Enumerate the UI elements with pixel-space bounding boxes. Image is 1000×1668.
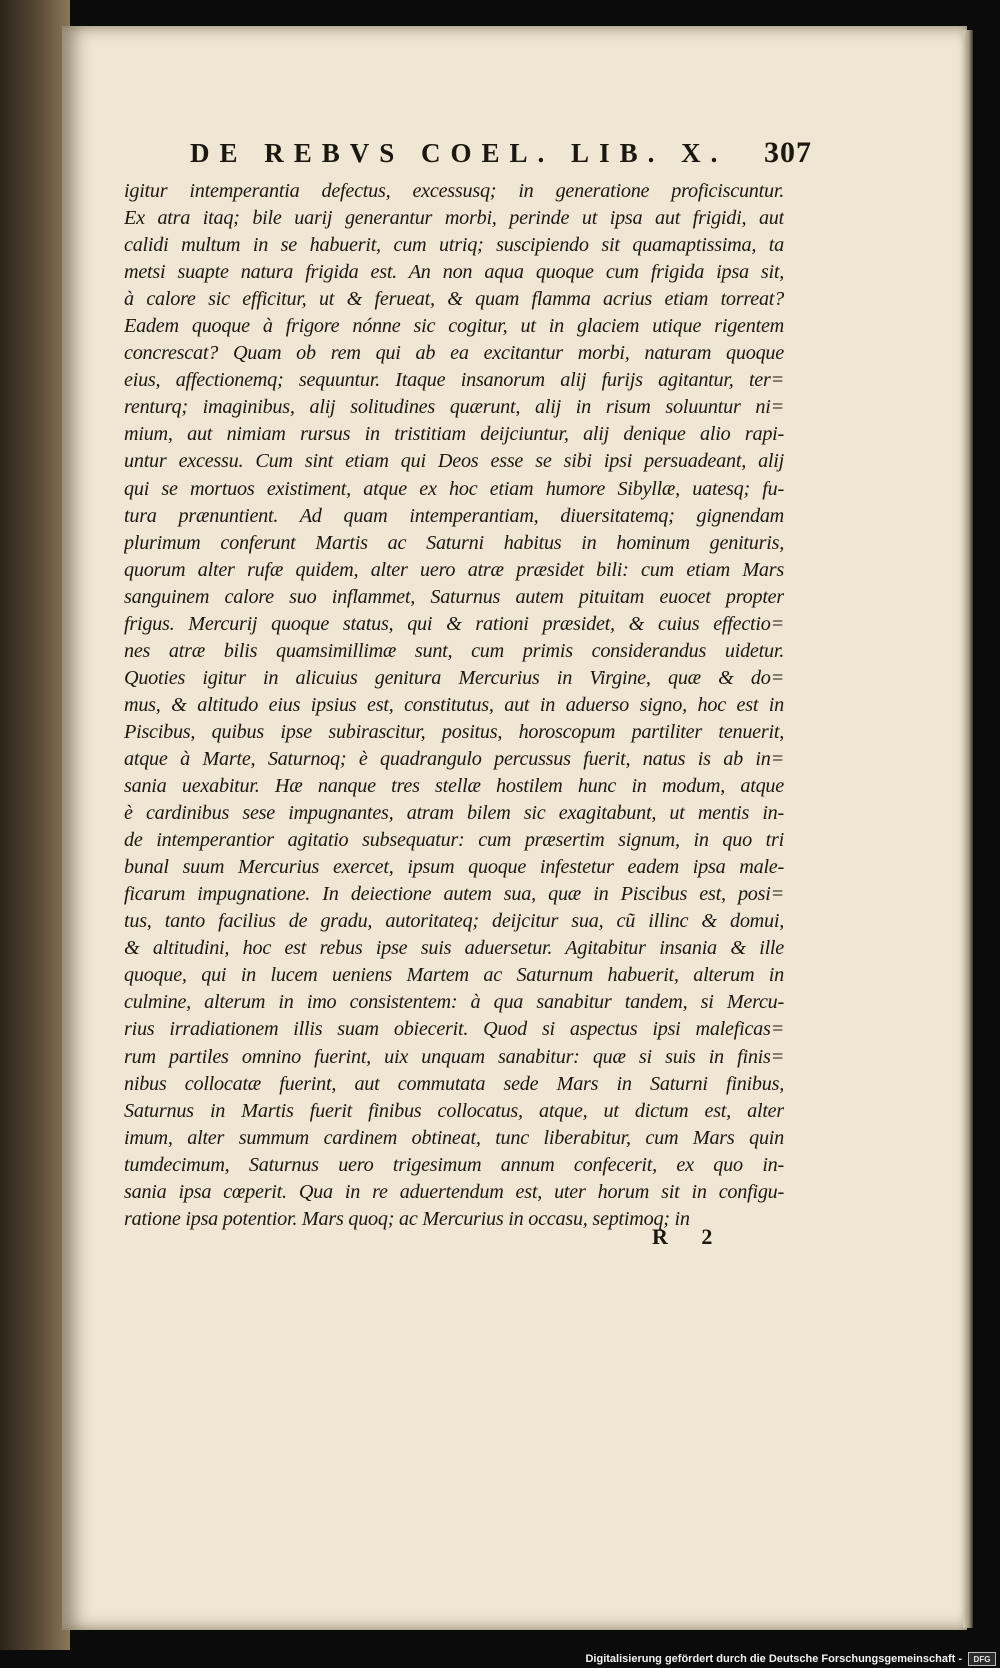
text-line: metsi suapte natura frigida est. An non aqua quoque cum frigida ipsa sit, <box>124 261 784 284</box>
dfg-logo: DFG <box>968 1652 996 1666</box>
text-line: à calore sic efficitur, ut & ferueat, & quam flamma acrius etiam torreat? <box>124 288 784 311</box>
text-line: igitur intemperantia defectus, excessusq; in generatione proficiscuntur. <box>124 180 784 202</box>
text-line: rum partiles omnino fuerint, uix unquam sanabitur: quæ si suis in finis= <box>124 1045 784 1068</box>
text-line: quorum alter rufæ quidem, alter uero atræ præsidet bili: cum etiam Mars <box>124 558 784 581</box>
text-line: ratione ipsa potentior. Mars quoq; ac Mercurius in occasu, septimoq; in <box>124 1207 690 1230</box>
text-line: tura prænuntient. Ad quam intemperantiam, diuersitatemq; gignendam <box>124 504 784 527</box>
text-line: nes atræ bilis quamsimillimæ sunt, cum primis considerandus uidetur. <box>124 639 784 662</box>
text-line: bunal suum Mercurius exercet, ipsum quoque infestetur eadem ipsa male- <box>124 856 784 879</box>
text-line: Saturnus in Martis fuerit finibus collocatus, atque, ut dictum est, alter <box>124 1099 784 1122</box>
text-line: eius, affectionemq; sequuntur. Itaque insanorum alij furijs agitantur, ter= <box>124 369 784 392</box>
text-line: imum, alter summum cardinem obtineat, tunc liberabitur, cum Mars quin <box>124 1126 784 1149</box>
text-line: Piscibus, quibus ipse subirascitur, positus, horoscopum partiliter tenuerit, <box>124 720 784 743</box>
text-line: culmine, alterum in imo consistentem: à qua sanabitur tandem, si Mercu- <box>124 991 784 1014</box>
text-line: frigus. Mercurij quoque status, qui & rationi præsidet, & cuius effectio= <box>124 612 784 635</box>
text-line: Eadem quoque à frigore nónne sic cogitur, ut in glaciem utique rigentem <box>124 315 784 338</box>
footer-bar <box>0 1650 1000 1668</box>
book-spine <box>0 0 70 1650</box>
text-line: de intemperantior agitatio subsequatur: cum præsertim signum, in quo tri <box>124 829 784 852</box>
text-line: tumdecimum, Saturnus uero trigesimum annum confecerit, ex quo in- <box>124 1153 784 1176</box>
signature-mark: R 2 <box>652 1224 727 1249</box>
text-line: concrescat? Quam ob rem qui ab ea excitantur morbi, naturam quoque <box>124 342 784 365</box>
digitization-credit: Digitalisierung gefördert durch die Deutsche Forschungsgemeinschaft - <box>585 1653 962 1665</box>
text-line: è cardinibus sese impugnantes, atram bilem sic exagitabunt, ut mentis in- <box>124 802 784 825</box>
text-line: plurimum conferunt Martis ac Saturni habitus in hominum genituris, <box>124 531 784 554</box>
text-line: ficarum impugnatione. In deiectione autem sua, quæ in Piscibus est, posi= <box>124 883 784 906</box>
text-line: mium, aut nimiam rursus in tristitiam deijciuntur, alij denique alio rapi- <box>124 423 784 446</box>
body-text <box>124 178 784 1233</box>
text-line: sania uexabitur. Hæ nanque tres stellæ hostilem hunc in modum, atque <box>124 775 784 798</box>
text-line: atque à Marte, Saturnoq; è quadrangulo percussus fuerit, natus is ab in= <box>124 747 784 770</box>
text-line: calidi multum in se habuerit, cum utriq; suscipiendo sit quamaptissima, ta <box>124 234 784 257</box>
text-line: quoque, qui in lucem ueniens Martem ac Saturnum habuerit, alterum in <box>124 964 784 987</box>
text-line: sanguinem calore suo inflammet, Saturnus autem pituitam euocet propter <box>124 585 784 608</box>
text-line: mus, & altitudo eius ipsius est, constitutus, aut in aduerso signo, hoc est in <box>124 693 784 716</box>
text-line: Ex atra itaq; bile uarij generantur morbi, perinde ut ipsa aut frigidi, aut <box>124 207 784 230</box>
text-line: tus, tanto facilius de gradu, autoritateq; deijcitur sua, cũ illinc & domui, <box>124 910 784 933</box>
book-page <box>62 26 967 1630</box>
text-line: Quoties igitur in alicuius genitura Mercurius in Virgine, quæ & do= <box>124 666 784 689</box>
text-line: qui se mortuos existiment, atque ex hoc etiam humore Sibyllæ, uatesq; fu- <box>124 477 784 500</box>
running-head-title: DE REBVS COEL. LIB. X. <box>190 138 728 168</box>
page-edge <box>963 30 973 1628</box>
text-line: renturq; imaginibus, alij solitudines quærunt, alij in risum soluuntur ni= <box>124 396 784 419</box>
running-head <box>190 136 812 176</box>
text-line: untur excessu. Cum sint etiam qui Deos esse se sibi ipsi persuadeant, alij <box>124 450 784 473</box>
text-line: rius irradiationem illis suam obiecerit. Quod si aspectus ipsi maleficas= <box>124 1018 784 1041</box>
text-line: sania ipsa cœperit. Qua in re aduertendum est, uter horum sit in configu- <box>124 1180 784 1203</box>
text-line: nibus collocatæ fuerint, aut commutata sede Mars in Saturni finibus, <box>124 1072 784 1095</box>
page-number: 307 <box>764 136 812 169</box>
text-line: & altitudini, hoc est rebus ipse suis aduersetur. Agitabitur insania & ille <box>124 937 784 960</box>
